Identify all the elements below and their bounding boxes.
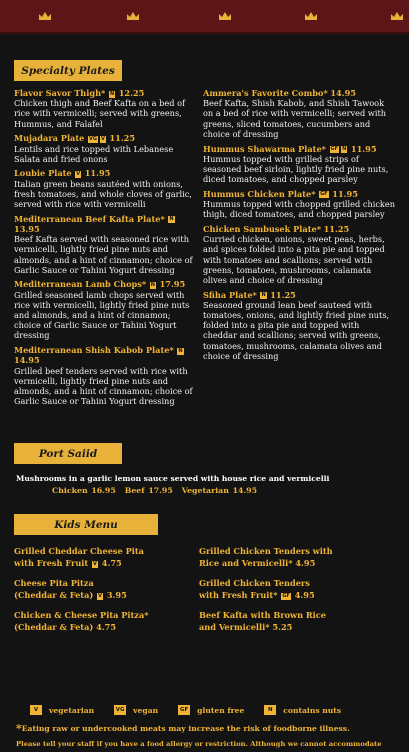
item-name: Grilled Cheddar Cheese Pita xyxy=(14,546,144,556)
item-price: 4.95 xyxy=(295,558,316,568)
crown-icon xyxy=(218,11,232,21)
legend-item xyxy=(114,705,158,715)
dietary-legend xyxy=(30,705,361,715)
diet-tag-n: N xyxy=(169,216,174,223)
item-name: Grilled Chicken Tenders with xyxy=(199,546,333,556)
port-price: Vegetarian 14.95 xyxy=(181,486,258,495)
item-price: 4.75 xyxy=(101,558,122,568)
item-price: 11.95 xyxy=(84,168,111,179)
diet-tag-n: N xyxy=(150,281,155,288)
legend-item xyxy=(264,705,341,715)
item-name-cont: and Vermicelli* xyxy=(199,622,270,632)
kids-menu-item xyxy=(14,577,194,601)
item-name-cont: (Cheddar & Feta) xyxy=(14,622,94,632)
item-name: Beef Kafta with Brown Rice xyxy=(199,610,326,620)
diet-tag-v: V xyxy=(98,592,102,599)
item-price: 11.25 xyxy=(109,133,136,144)
legend-item xyxy=(178,705,244,715)
item-name: Mediterranean Lamb Chops* xyxy=(14,279,147,290)
item-name: Chicken Sambusek Plate* xyxy=(203,223,321,234)
item-description: Hummus topped with grilled strips of seasoned beef sirloin, lightly fried pine nuts, diced tomatoes, and chopped parsley xyxy=(203,153,389,185)
item-name: Grilled Chicken Tenders xyxy=(199,578,310,588)
kids-menu-heading: Kids Menu xyxy=(14,514,158,535)
item-price: 17.95 xyxy=(159,279,186,290)
menu-item xyxy=(203,189,395,220)
item-description: Hummus topped with chopped grilled chicken thigh, diced tomatoes, and chopped parsley xyxy=(203,199,396,220)
diet-tag-gf: GF xyxy=(282,592,290,599)
menu-item xyxy=(203,290,395,361)
legend-label: vegan xyxy=(133,705,159,715)
item-name: Mediterranean Beef Kafta Plate* xyxy=(14,213,165,224)
item-name: Mediterranean Shish Kabob Plate* xyxy=(14,345,174,356)
item-description: Beef Kafta served with seasoned rice with vermicelli, lightly fried pine nuts and almonds, and a hint of cinnamon; choice of Garlic Sauce or Tahini Yogurt dressing xyxy=(14,234,193,275)
item-description: Seasoned ground lean beef sauteed with tomatoes, onions, and lightly fried pine nuts, folded into a pita pie and topped with cheddar and scallions; served with greens, tomatoes, mushrooms, calamata olives and choice of dressing xyxy=(203,299,390,361)
item-price: 3.95 xyxy=(106,590,127,600)
legend-label: contains nuts xyxy=(283,705,342,715)
diet-tag-vg: VG xyxy=(88,135,97,142)
specialty-plates-heading: Specialty Plates xyxy=(14,60,122,81)
item-description: Lentils and rice topped with Lebanese Salata and fried onons xyxy=(14,143,174,164)
diet-tag-n: N xyxy=(178,347,183,354)
kids-menu-item xyxy=(14,545,194,569)
item-name-line2 xyxy=(14,589,194,601)
menu-item xyxy=(203,224,395,285)
port-saiid-heading: Port Saiid xyxy=(14,443,122,464)
menu-item xyxy=(14,214,194,275)
item-name-cont: Rice and Vermicelli* xyxy=(199,558,293,568)
item-description: Chicken thigh and Beef Kafta on a bed of rice with vermicelli; served with greens, Hummus, and Falafel xyxy=(14,98,186,129)
diet-tag-v: V xyxy=(76,170,81,177)
menu-item xyxy=(14,88,194,129)
kids-menu-item xyxy=(199,545,395,569)
item-name-line2 xyxy=(14,621,194,633)
item-price: 13.95 xyxy=(14,223,40,234)
port-price: Chicken 16.95 xyxy=(52,486,116,495)
item-description: Grilled beef tenders served with rice with vermicelli, lightly fried pine nuts and almonds, and a hint of cinnamon; choice of Garlic Sauce or Tahini Yogurt dressing xyxy=(14,365,193,407)
diet-tag-v: V xyxy=(100,135,105,142)
legend-label: gluten free xyxy=(197,705,245,715)
item-price: 4.95 xyxy=(294,590,315,600)
crown-icon xyxy=(304,11,318,21)
menu-item xyxy=(14,279,194,340)
item-name: Chicken & Cheese Pita Pitza* xyxy=(14,610,149,620)
diet-tag-n: N xyxy=(109,90,115,97)
item-name: Hummus Shawarma Plate* xyxy=(203,143,326,154)
kids-menu-item xyxy=(199,577,395,601)
specialty-right-column xyxy=(203,88,395,366)
item-description: Beef Kafta, Shish Kabob, and Shish Tawook on a bed of rice with vermicelli; served with greens, sliced tomatoes, cucumbers and choice of dressing xyxy=(203,98,387,139)
menu-item xyxy=(14,168,194,209)
menu-item xyxy=(203,144,395,185)
item-price: 11.95 xyxy=(332,188,358,199)
port-price: Beef 17.95 xyxy=(124,486,173,495)
item-name-line2 xyxy=(14,557,194,569)
item-description: Grilled seasoned lamb chops served with rice with vermicelli, lightly fried pine nuts and almonds, and a hint of cinnamon; choice of Garlic Sauce or Tahini Yogurt dressing xyxy=(14,289,190,341)
legend-code: N xyxy=(264,705,276,715)
item-description: Curried chicken, onions, sweet peas, herbs, and spices folded into a pita pie and topped with tomatoes and scallions; served with greens, tomatoes, mushrooms, calamata olives and choice of dressing xyxy=(203,234,385,285)
kids-right-column xyxy=(199,545,395,641)
item-name: Mujadara Plate xyxy=(14,133,85,144)
item-name: Loubie Plate xyxy=(14,168,72,179)
item-name-line2 xyxy=(199,589,395,601)
port-saiid-prices xyxy=(52,486,266,495)
menu-item xyxy=(203,88,395,139)
item-price: 12.25 xyxy=(118,88,145,98)
diet-tag-n: N xyxy=(261,292,266,299)
item-name-cont: with Fresh Fruit xyxy=(14,558,89,568)
allergy-notice: Please tell your staff if you have a food allergy or restriction. Although we cannot accommodate xyxy=(16,740,382,748)
item-name: Cheese Pita Pitza xyxy=(14,578,94,588)
item-price: 14.95 xyxy=(330,88,356,98)
item-price: 11.25 xyxy=(270,289,296,300)
item-name: Hummus Chicken Plate* xyxy=(203,188,316,199)
diet-tag-gf: GF xyxy=(320,191,328,198)
legend-code: V xyxy=(30,705,42,715)
item-name-cont: (Cheddar & Feta) xyxy=(14,590,94,600)
item-description: Italian green beans sautéed with onions, fresh tomatoes, and whole cloves of garlic, served with rice with vermicelli xyxy=(14,178,192,210)
crown-icon xyxy=(390,11,404,21)
legend-code: VG xyxy=(115,707,125,713)
item-name-cont: with Fresh Fruit* xyxy=(199,590,278,600)
diet-tag-v: V xyxy=(93,560,97,567)
legend-code: GF xyxy=(180,707,189,713)
diet-tag-gf: GF xyxy=(330,146,339,153)
specialty-left-column xyxy=(14,88,194,411)
header-bar xyxy=(0,0,409,34)
kids-menu-item xyxy=(199,609,395,633)
item-price: 11.25 xyxy=(323,223,350,234)
raw-meat-warning: *Eating raw or undercooked meats may increase the risk of foodborne illness. xyxy=(16,722,350,735)
item-name: Flavor Savor Thigh* xyxy=(14,88,106,98)
item-name-line2 xyxy=(199,621,395,633)
item-name: Ammera's Favorite Combo* xyxy=(203,88,328,98)
crown-icon xyxy=(126,11,140,21)
port-saiid-description: Mushrooms in a garlic lemon sauce served with house rice and vermicelli xyxy=(16,474,330,483)
item-price: 11.95 xyxy=(350,143,377,154)
kids-menu-item xyxy=(14,609,194,633)
diet-tag-n: N xyxy=(342,146,347,153)
kids-left-column xyxy=(14,545,194,641)
item-price: 14.95 xyxy=(14,355,40,366)
menu-item xyxy=(14,345,194,406)
item-price: 4.75 xyxy=(96,622,117,632)
item-name: Sfiha Plate* xyxy=(203,289,257,300)
legend-item xyxy=(30,705,94,715)
menu-item xyxy=(14,133,194,164)
item-name-line2 xyxy=(199,557,395,569)
legend-label: vegetarian xyxy=(49,705,95,715)
item-price: 5.25 xyxy=(272,622,293,632)
crown-icon xyxy=(38,11,52,21)
